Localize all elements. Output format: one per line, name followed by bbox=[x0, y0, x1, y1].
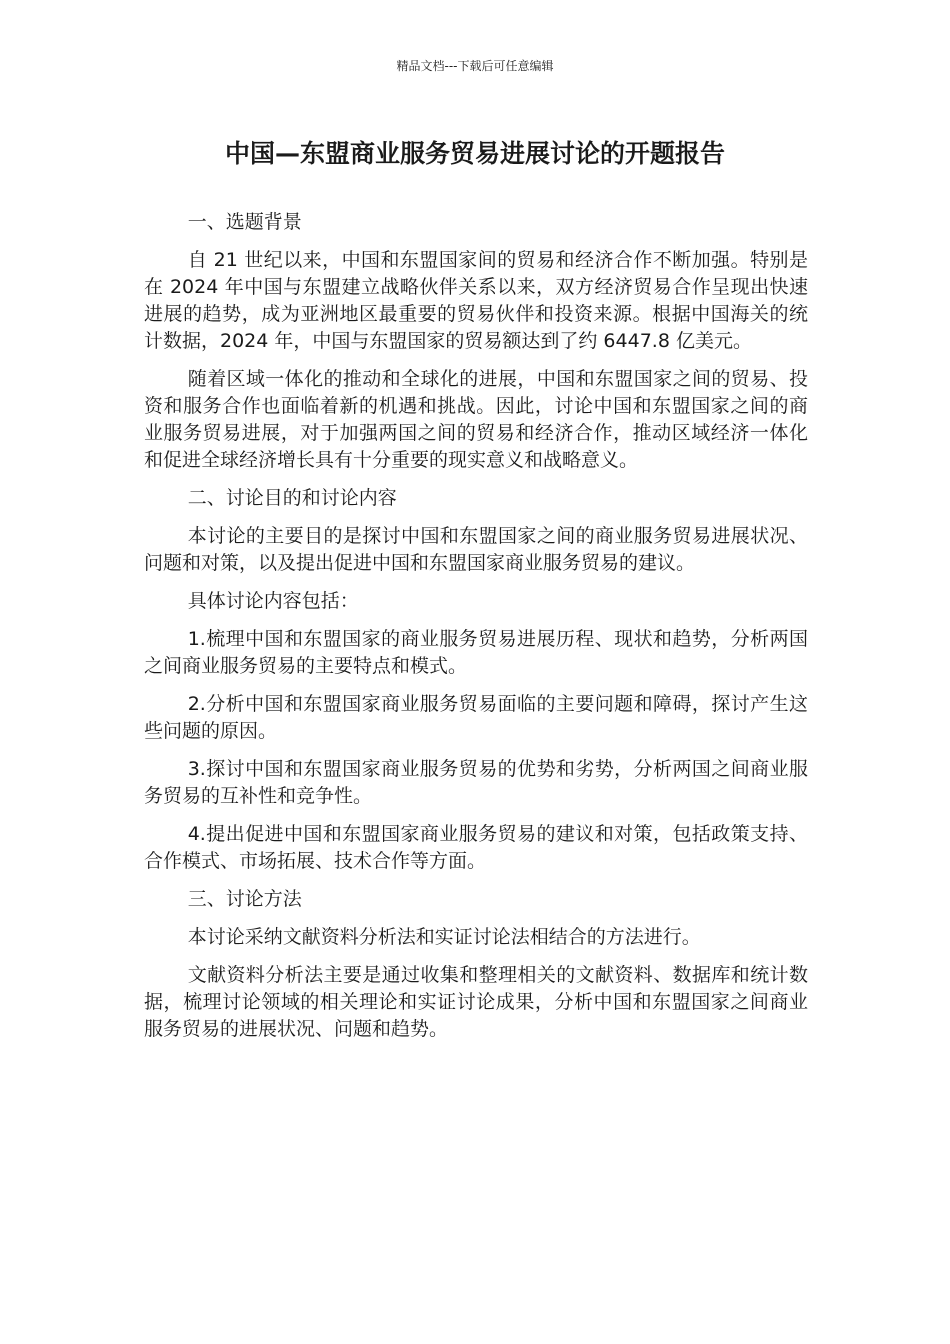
section-heading-methods: 三、讨论方法 bbox=[187, 888, 302, 910]
paragraph-background-1: 自 21 世纪以来，中国和东盟国家间的贸易和经济合作不断加强。特别是在 2024 年中国与东盟建立战略伙伴关系以来，双方经济贸易合作呈现出快速进展的趋势，成为亚洲地区最重要的贸易伙伴和投资来源。根据中国海关的统计数据，2024 年，中国与东盟国家的贸易额达到了约 6447.8 亿美元。 bbox=[144, 249, 808, 352]
list-item-content-1: 1.梳理中国和东盟国家的商业服务贸易进展历程、现状和趋势，分析两国之间商业服务贸易的主要特点和模式。 bbox=[144, 628, 808, 677]
section-heading-objectives: 二、讨论目的和讨论内容 bbox=[187, 487, 397, 509]
document-title: 中国—东盟商业服务贸易进展讨论的开题报告 bbox=[224, 139, 725, 168]
list-item-content-4: 4.提出促进中国和东盟国家商业服务贸易的建议和对策，包括政策支持、合作模式、市场拓展、技术合作等方面。 bbox=[144, 823, 808, 872]
section-heading-background: 一、选题背景 bbox=[187, 211, 302, 233]
paragraph-objectives-2: 具体讨论内容包括： bbox=[187, 590, 359, 612]
list-item-content-2: 2.分析中国和东盟国家商业服务贸易面临的主要问题和障碍，探讨产生这些问题的原因。 bbox=[144, 693, 808, 742]
page-header: 精品文档---下载后可任意编辑 bbox=[396, 59, 554, 73]
list-item-content-3: 3.探讨中国和东盟国家商业服务贸易的优势和劣势，分析两国之间商业服务贸易的互补性和竞争性。 bbox=[144, 758, 808, 807]
paragraph-background-2: 随着区域一体化的推动和全球化的进展，中国和东盟国家之间的贸易、投资和服务合作也面临着新的机遇和挑战。因此，讨论中国和东盟国家之间的商业服务贸易进展，对于加强两国之间的贸易和经济合作，推动区域经济一体化和促进全球经济增长具有十分重要的现实意义和战略意义。 bbox=[144, 368, 808, 471]
paragraph-objectives-1: 本讨论的主要目的是探讨中国和东盟国家之间的商业服务贸易进展状况、问题和对策，以及提出促进中国和东盟国家商业服务贸易的建议。 bbox=[144, 525, 808, 574]
document-body bbox=[144, 209, 808, 1054]
paragraph-methods-2: 文献资料分析法主要是通过收集和整理相关的文献资料、数据库和统计数据，梳理讨论领域的相关理论和实证讨论成果，分析中国和东盟国家之间商业服务贸易的进展状况、问题和趋势。 bbox=[144, 964, 808, 1040]
paragraph-methods-1: 本讨论采纳文献资料分析法和实证讨论法相结合的方法进行。 bbox=[187, 926, 701, 948]
